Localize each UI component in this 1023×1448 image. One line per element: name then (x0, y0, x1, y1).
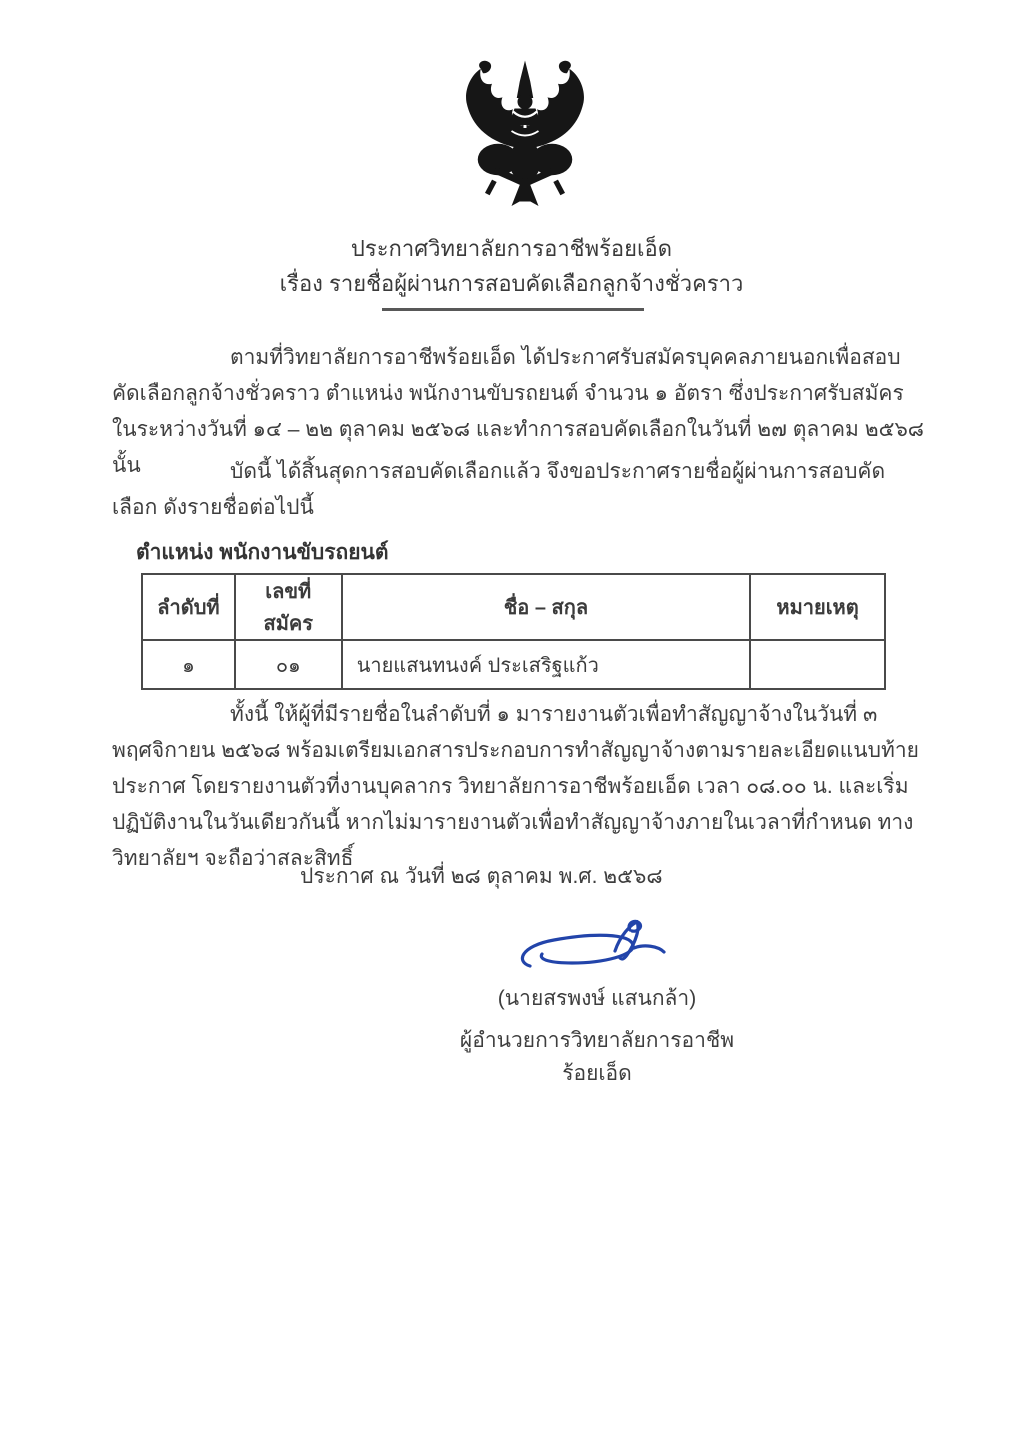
title-divider (382, 308, 644, 311)
cell-order-no: ๑ (142, 640, 235, 689)
signer-name: (นายสรพงษ์ แสนกล้า) (497, 987, 697, 1010)
cell-application-no: ๐๑ (235, 640, 342, 689)
header-application-no: เลขที่สมัคร (235, 574, 342, 640)
garuda-emblem-icon (450, 58, 600, 210)
position-heading: ตำแหน่ง พนักงานขับรถยนต์ (136, 541, 389, 564)
cell-remark (750, 640, 885, 689)
signature-icon (512, 918, 682, 980)
signature-block (432, 918, 762, 1090)
table-header-row (142, 574, 885, 640)
paragraph-result-intro: บัดนี้ ได้สิ้นสุดการสอบคัดเลือกแล้ว จึงขอประกาศรายชื่อผู้ผ่านการสอบคัดเลือก ดังรายชื่อต่อไปนี้ (112, 460, 886, 519)
announcement-date: ประกาศ ณ วันที่ ๒๘ ตุลาคม พ.ศ. ๒๕๖๘ (300, 865, 663, 888)
header-remark: หมายเหตุ (750, 574, 885, 640)
signer-title: ผู้อำนวยการวิทยาลัยการอาชีพร้อยเอ็ด (459, 1029, 735, 1085)
table-row (142, 640, 885, 689)
document-subject: เรื่อง รายชื่อผู้ผ่านการสอบคัดเลือกลูกจ้างชั่วคราว (279, 271, 744, 296)
result-table (141, 573, 886, 690)
document-title: ประกาศวิทยาลัยการอาชีพร้อยเอ็ด (350, 236, 673, 261)
paragraph-background: ตามที่วิทยาลัยการอาชีพร้อยเอ็ด ได้ประกาศรับสมัครบุคคลภายนอกเพื่อสอบคัดเลือกลูกจ้างชั่วคราว ตำแหน่ง พนักงานขับรถยนต์ จำนวน ๑ อัตรา ซึ่งประกาศรับสมัครในระหว่างวันที่ ๑๔ – ๒๒ ตุลาคม ๒๕๖๘ และทำการสอบคัดเลือกในวันที่ ๒๗ ตุลาคม ๒๕๖๘ นั้น (112, 346, 925, 477)
cell-full-name: นายแสนทนงค์ ประเสริฐแก้ว (342, 640, 750, 689)
header-order-no: ลำดับที่ (142, 574, 235, 640)
header-full-name: ชื่อ – สกุล (342, 574, 750, 640)
paragraph-instructions: ทั้งนี้ ให้ผู้ที่มีรายชื่อในลำดับที่ ๑ มารายงานตัวเพื่อทำสัญญาจ้างในวันที่ ๓ พฤศจิกายน ๒๕๖๘ พร้อมเตรียมเอกสารประกอบการทำสัญญาจ้างตามรายละเอียดแนบท้ายประกาศ โดยรายงานตัวที่งานบุคลากร วิทยาลัยการอาชีพร้อยเอ็ด เวลา ๐๘.๐๐ น. และเริ่มปฏิบัติงานในวันเดียวกันนี้ หากไม่มารายงานตัวเพื่อทำสัญญาจ้างภายในเวลาที่กำหนด ทางวิทยาลัยฯ จะถือว่าสละสิทธิ์ (112, 703, 919, 870)
